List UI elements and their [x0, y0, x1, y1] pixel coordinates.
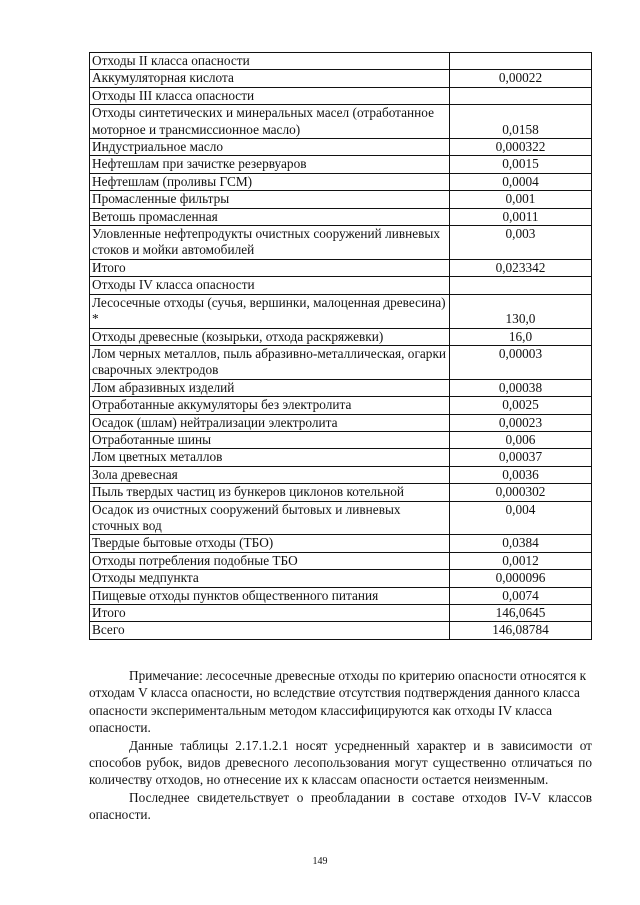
- waste-value: 146,0645: [450, 605, 592, 622]
- waste-name: Отходы II класса опасности: [90, 53, 450, 70]
- waste-value: 0,001: [450, 191, 592, 208]
- waste-name: Осадок из очистных сооружений бытовых и ливневых сточных вод: [90, 501, 450, 535]
- waste-name: Лом черных металлов, пыль абразивно-металлическая, огарки сварочных электродов: [90, 345, 450, 379]
- table-row: [90, 466, 592, 483]
- waste-name: Нефтешлам (проливы ГСМ): [90, 173, 450, 190]
- waste-value: 0,0012: [450, 552, 592, 569]
- waste-name: Ветошь промасленная: [90, 208, 450, 225]
- waste-value: 0,000096: [450, 570, 592, 587]
- waste-name: Осадок (шлам) нейтрализации электролита: [90, 414, 450, 431]
- table-row: [90, 259, 592, 276]
- waste-value: 0,000322: [450, 139, 592, 156]
- waste-value: 0,0015: [450, 156, 592, 173]
- waste-value: 0,000302: [450, 484, 592, 501]
- waste-name: Всего: [90, 622, 450, 639]
- waste-name: Отходы IV класса опасности: [90, 277, 450, 294]
- waste-name: Отходы древесные (козырьки, отхода раскряжевки): [90, 328, 450, 345]
- waste-name: Отходы медпункта: [90, 570, 450, 587]
- table-row: [90, 156, 592, 173]
- waste-value: 0,004: [450, 501, 592, 535]
- waste-value: [450, 277, 592, 294]
- table-row: [90, 587, 592, 604]
- waste-value: 0,0011: [450, 208, 592, 225]
- waste-value: [450, 87, 592, 104]
- table-row: [90, 414, 592, 431]
- waste-value: 0,0025: [450, 397, 592, 414]
- waste-name: Отработанные шины: [90, 431, 450, 448]
- waste-value: 0,006: [450, 431, 592, 448]
- table-row: [90, 431, 592, 448]
- note-paragraph: Примечание: лесосечные древесные отходы по критерию опасности относятся к отходам V класса опасности, но вследствие отсутствия подтверждения данного класса опасности экспериментальным методом классифицируются как отходы IV класса опасности.: [89, 668, 587, 736]
- table-row: [90, 501, 592, 535]
- waste-name: Лом абразивных изделий: [90, 379, 450, 396]
- table-row: [90, 552, 592, 569]
- table-row: [90, 484, 592, 501]
- waste-name: Отходы синтетических и минеральных масел (отработанное моторное и трансмиссионное масло): [90, 105, 450, 139]
- table-row: [90, 379, 592, 396]
- waste-name: Нефтешлам при зачистке резервуаров: [90, 156, 450, 173]
- waste-name: Отходы III класса опасности: [90, 87, 450, 104]
- waste-value: 0,023342: [450, 259, 592, 276]
- table-row: [90, 345, 592, 379]
- page-number: 149: [312, 856, 328, 867]
- waste-name: Промасленные фильтры: [90, 191, 450, 208]
- waste-name: Пыль твердых частиц из бункеров циклонов котельной: [90, 484, 450, 501]
- waste-value: 0,00003: [450, 345, 592, 379]
- waste-name: Лесосечные отходы (сучья, вершинки, малоценная древесина) *: [90, 294, 450, 328]
- waste-name: Уловленные нефтепродукты очистных сооружений ливневых стоков и мойки автомобилей: [90, 226, 450, 260]
- waste-value: [450, 53, 592, 70]
- table-row: [90, 449, 592, 466]
- waste-name: Итого: [90, 605, 450, 622]
- table-row: [90, 226, 592, 260]
- table-row: [90, 208, 592, 225]
- waste-value: 0,00023: [450, 414, 592, 431]
- waste-value: 0,0036: [450, 466, 592, 483]
- waste-name: Твердые бытовые отходы (ТБО): [90, 535, 450, 552]
- table-row: [90, 622, 592, 639]
- waste-table: [89, 52, 592, 640]
- waste-value: 0,0074: [450, 587, 592, 604]
- table-row: [90, 53, 592, 70]
- table-row: [90, 328, 592, 345]
- waste-value: 0,0158: [450, 105, 592, 139]
- waste-value: 0,00037: [450, 449, 592, 466]
- waste-name: Зола древесная: [90, 466, 450, 483]
- waste-value: 0,00038: [450, 379, 592, 396]
- waste-name: Отработанные аккумуляторы без электролита: [90, 397, 450, 414]
- table-row: [90, 70, 592, 87]
- table-row: [90, 397, 592, 414]
- waste-name: Отходы потребления подобные ТБО: [90, 552, 450, 569]
- table-row: [90, 294, 592, 328]
- waste-value: 130,0: [450, 294, 592, 328]
- waste-name: Итого: [90, 259, 450, 276]
- table-row: [90, 535, 592, 552]
- table-row: [90, 105, 592, 139]
- waste-value: 0,0384: [450, 535, 592, 552]
- waste-value: 0,00022: [450, 70, 592, 87]
- body-paragraph: Данные таблицы 2.17.1.2.1 носят усредненный характер и в зависимости от способов рубок, видов древесного лесопользования могут существенно отличаться по количеству отходов, но отнесение их к классам опасности остается неизменным.: [89, 737, 592, 788]
- waste-value: 0,003: [450, 226, 592, 260]
- table-row: [90, 570, 592, 587]
- table-row: [90, 139, 592, 156]
- table-row: [90, 173, 592, 190]
- notes-section: [89, 667, 592, 824]
- body-paragraph: Последнее свидетельствует о преобладании в составе отходов IV-V классов опасности.: [89, 789, 592, 823]
- waste-value: 146,08784: [450, 622, 592, 639]
- table-row: [90, 277, 592, 294]
- waste-value: 0,0004: [450, 173, 592, 190]
- table-row: [90, 87, 592, 104]
- waste-name: Аккумуляторная кислота: [90, 70, 450, 87]
- waste-name: Индустриальное масло: [90, 139, 450, 156]
- waste-value: 16,0: [450, 328, 592, 345]
- table-row: [90, 191, 592, 208]
- table-row: [90, 605, 592, 622]
- waste-name: Лом цветных металлов: [90, 449, 450, 466]
- waste-name: Пищевые отходы пунктов общественного питания: [90, 587, 450, 604]
